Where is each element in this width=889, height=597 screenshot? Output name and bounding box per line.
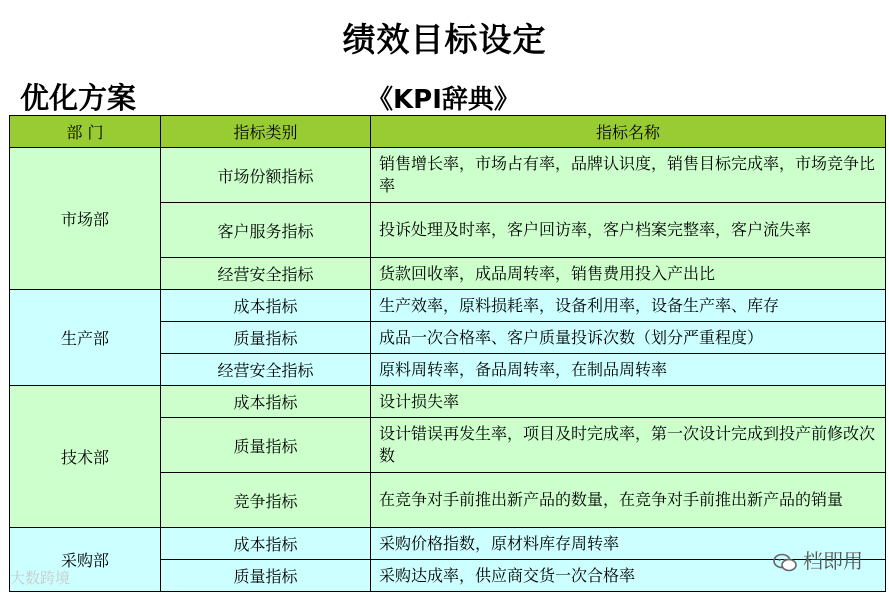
indicator-names-cell: 投诉处理及时率，客户回访率，客户档案完整率，客户流失率 (371, 203, 886, 258)
watermark-left-text: 大数跨境 (10, 569, 71, 587)
header-department: 部 门 (10, 116, 161, 148)
indicator-names-cell: 销售增长率，市场占有率，品牌认识度，销售目标完成率，市场竞争比率 (371, 148, 886, 203)
category-cell: 经营安全指标 (161, 258, 371, 290)
dictionary-label: 《KPI辞典》 (367, 85, 520, 115)
category-cell: 经营安全指标 (161, 354, 371, 386)
watermark-left (10, 567, 70, 588)
header-indicator-names: 指标名称 (371, 116, 886, 148)
indicator-names-cell: 货款回收率，成品周转率，销售费用投入产出比 (371, 258, 886, 290)
indicator-names-cell: 采购价格指数，原材料库存周转率 (371, 528, 886, 560)
department-cell: 采购部 (10, 528, 161, 592)
wechat-icon (773, 553, 797, 573)
category-cell: 成本指标 (161, 386, 371, 418)
indicator-names-cell: 成品一次合格率、客户质量投诉次数（划分严重程度） (371, 322, 886, 354)
header-category: 指标类别 (161, 116, 371, 148)
category-cell: 质量指标 (161, 560, 371, 592)
department-cell: 市场部 (10, 148, 161, 290)
indicator-names-cell: 采购达成率，供应商交货一次合格率 (371, 560, 886, 592)
table-row (10, 290, 886, 322)
table-row (10, 528, 886, 560)
table-row (10, 386, 886, 418)
category-cell: 成本指标 (161, 528, 371, 560)
category-cell: 成本指标 (161, 290, 371, 322)
indicator-names-cell: 生产效率，原料损耗率，设备利用率，设备生产率、库存 (371, 290, 886, 322)
table-header-row (10, 116, 886, 148)
category-cell: 客户服务指标 (161, 203, 371, 258)
department-cell: 技术部 (10, 386, 161, 528)
indicator-names-cell: 在竞争对手前推出新产品的数量，在竞争对手前推出新产品的销量 (371, 473, 886, 528)
watermark-right (773, 545, 863, 574)
category-cell: 竞争指标 (161, 473, 371, 528)
table-row (10, 148, 886, 203)
indicator-names-cell: 设计损失率 (371, 386, 886, 418)
watermark-right-text: 档即用 (803, 549, 863, 573)
category-cell: 质量指标 (161, 322, 371, 354)
department-cell: 生产部 (10, 290, 161, 386)
page-title: 绩效目标设定 (342, 20, 547, 59)
kpi-table (9, 115, 886, 592)
section-subtitle: 优化方案 (20, 81, 137, 115)
indicator-names-cell: 设计错误再发生率，项目及时完成率，第一次设计完成到投产前修改次数 (371, 418, 886, 473)
category-cell: 质量指标 (161, 418, 371, 473)
indicator-names-cell: 原料周转率，备品周转率，在制品周转率 (371, 354, 886, 386)
category-cell: 市场份额指标 (161, 148, 371, 203)
